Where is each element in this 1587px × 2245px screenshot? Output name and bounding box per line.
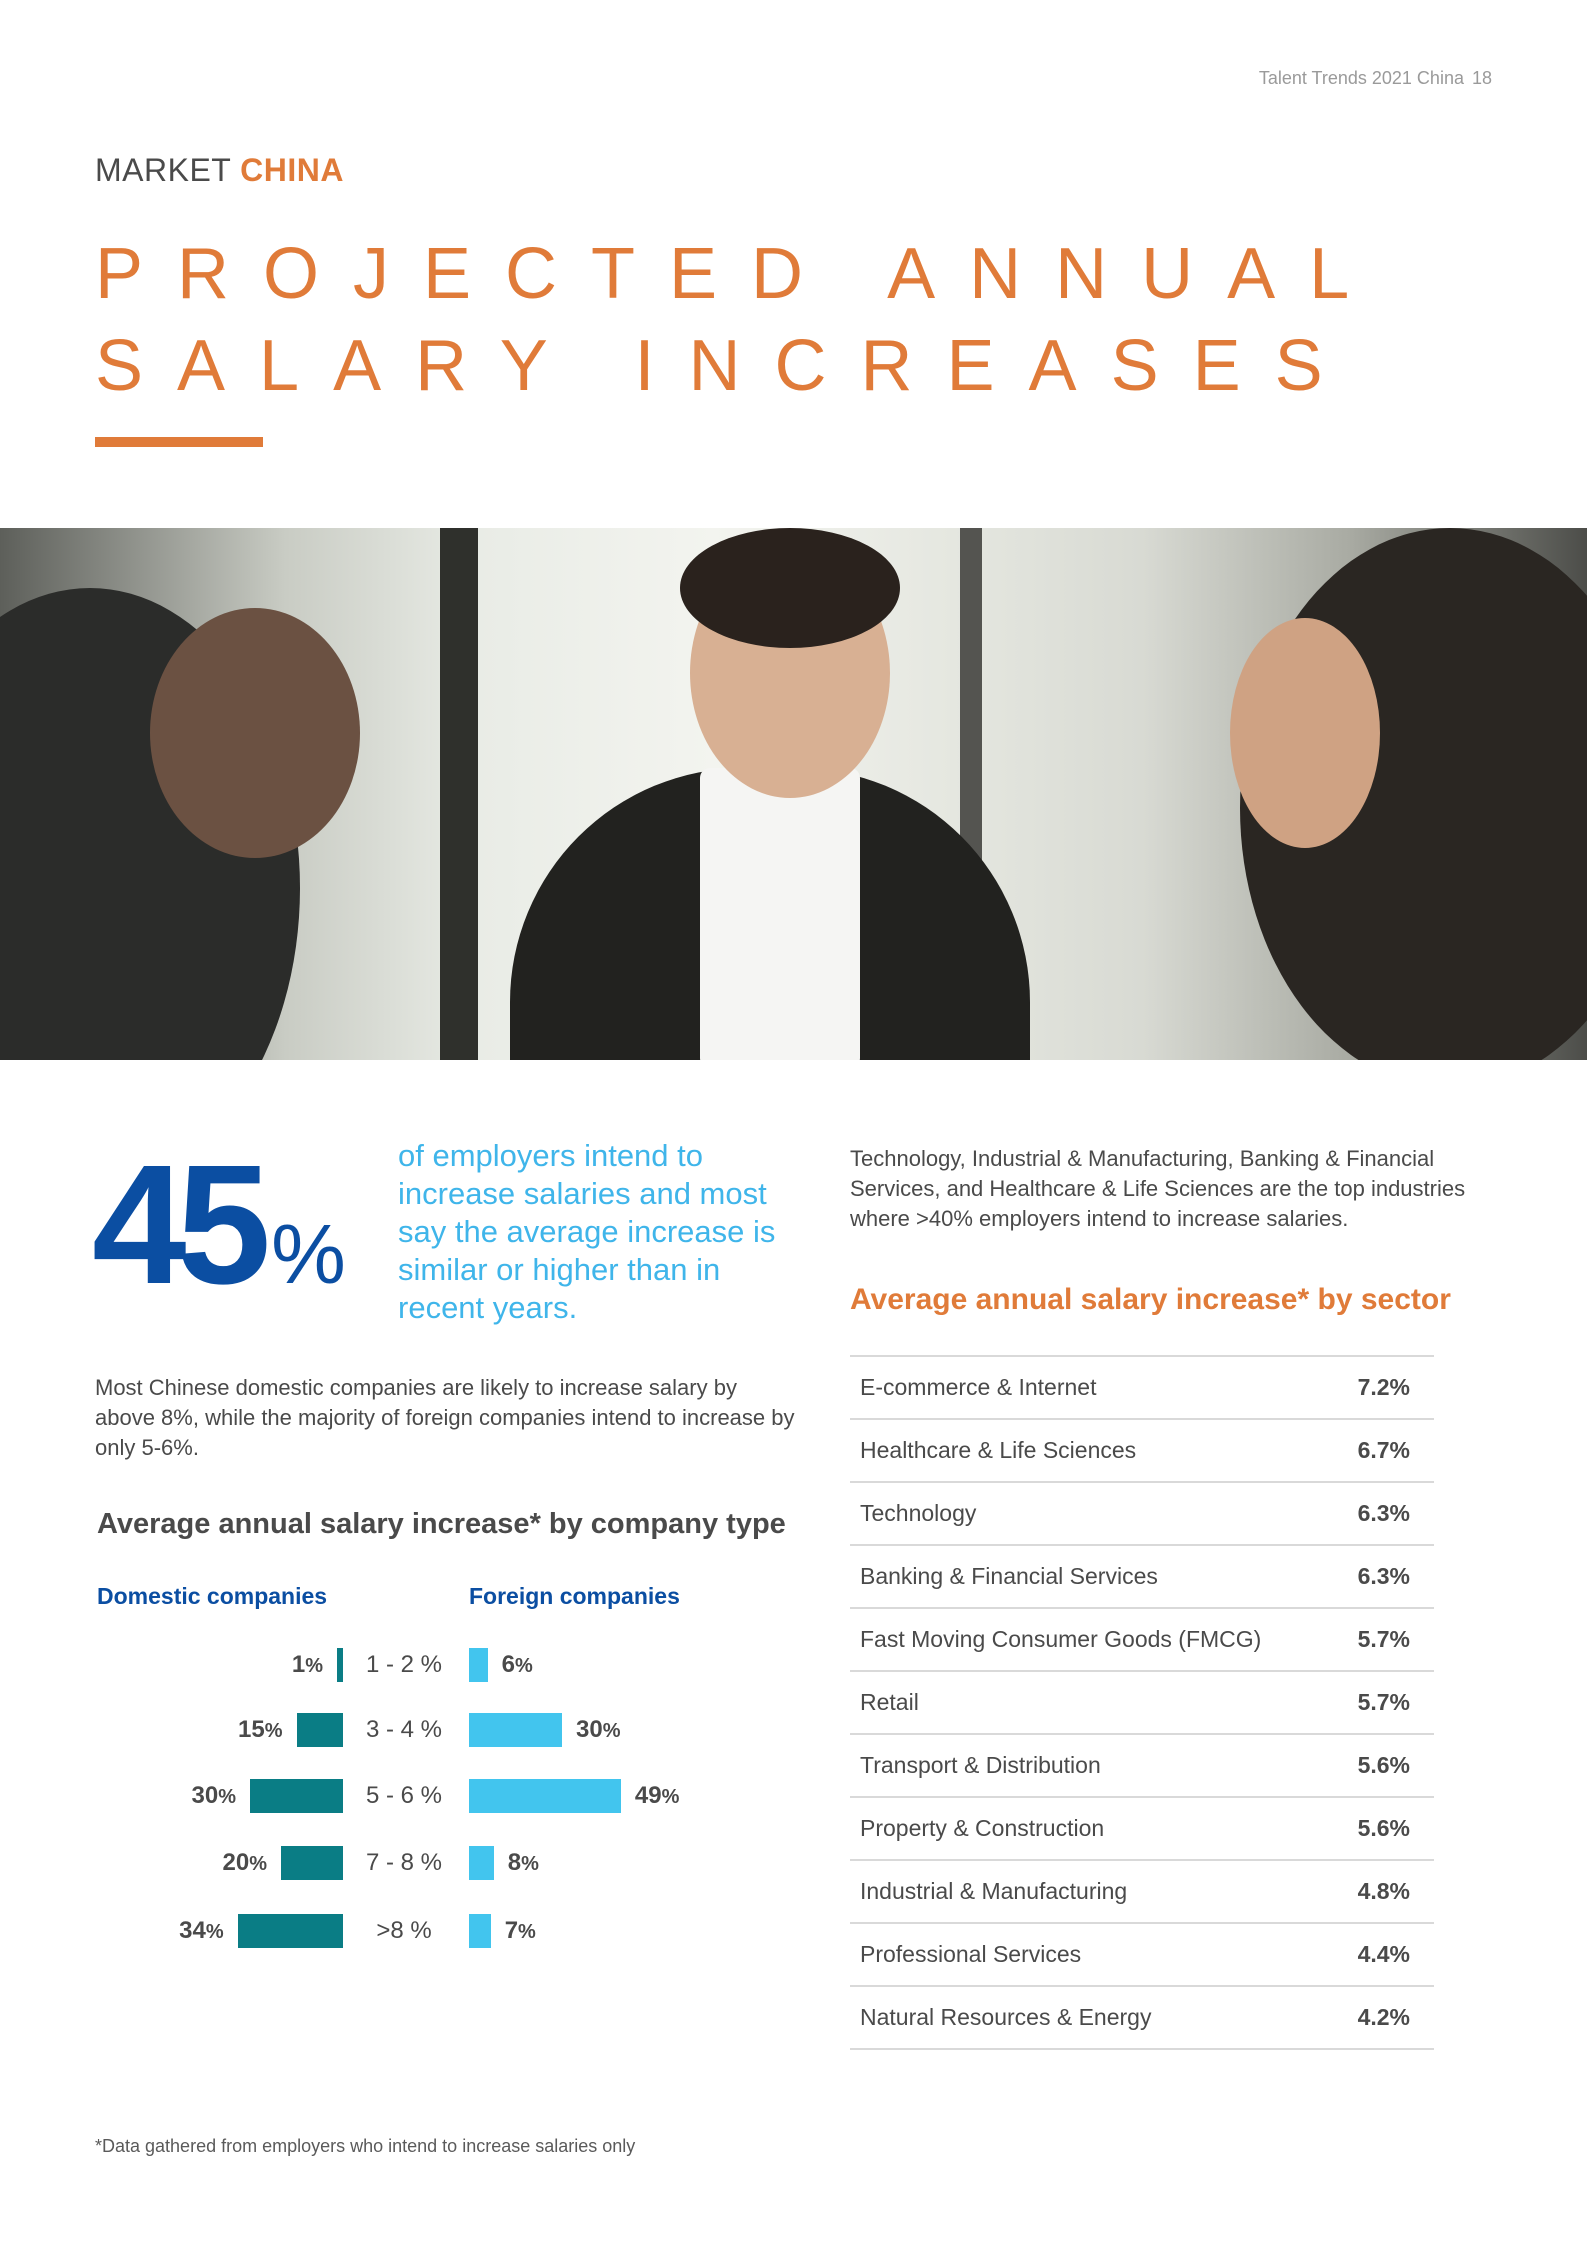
sector-name: Technology <box>850 1482 1310 1545</box>
foreign-value-label: 8% <box>507 1849 539 1876</box>
foreign-bar <box>469 1779 621 1813</box>
sector-table-title: Average annual salary increase* by sector <box>850 1283 1451 1316</box>
foreign-value-label: 6% <box>501 1651 533 1678</box>
hero-photo <box>0 528 1587 1060</box>
sector-name: Banking & Financial Services <box>850 1545 1310 1608</box>
sector-value: 4.2% <box>1310 1986 1434 2049</box>
foreign-bar <box>469 1914 491 1948</box>
sector-value: 5.6% <box>1310 1734 1434 1797</box>
sector-name: Natural Resources & Energy <box>850 1986 1310 2049</box>
foreign-bar <box>469 1846 494 1880</box>
sector-name: Healthcare & Life Sciences <box>850 1419 1310 1482</box>
sector-value: 7.2% <box>1310 1356 1434 1419</box>
sector-name: Retail <box>850 1671 1310 1734</box>
foreign-value-label: 30% <box>576 1716 621 1743</box>
sector-name: Property & Construction <box>850 1797 1310 1860</box>
sector-name: Transport & Distribution <box>850 1734 1310 1797</box>
range-label: 3 - 4 % <box>365 1716 443 1743</box>
range-label: 1 - 2 % <box>365 1651 443 1678</box>
sector-value: 5.6% <box>1310 1797 1434 1860</box>
domestic-value-label: 34% <box>179 1917 224 1944</box>
sector-row <box>850 1734 1434 1797</box>
stat-number-unit: % <box>271 1207 346 1301</box>
domestic-bar <box>297 1713 344 1747</box>
domestic-bar <box>337 1648 343 1682</box>
foreign-value-label: 7% <box>504 1917 536 1944</box>
intro-right-text: Technology, Industrial & Manufacturing, Banking & Financial Services, and Healthcare & Life Sciences are the top industries where >40% employers intend to increase salaries. <box>850 1146 1466 1231</box>
intro-left-text: Most Chinese domestic companies are likely to increase salary by above 8%, while the majority of foreign companies intend to increase by only 5-6%. <box>95 1375 795 1460</box>
sector-value: 5.7% <box>1310 1608 1434 1671</box>
legend-domestic: Domestic companies <box>97 1583 328 1609</box>
domestic-bar <box>238 1914 343 1948</box>
range-label: 5 - 6 % <box>365 1782 443 1809</box>
stat-number <box>92 1130 346 1339</box>
sector-row <box>850 1545 1434 1608</box>
foreign-bar <box>469 1648 488 1682</box>
page-title <box>95 228 1383 412</box>
sector-row <box>850 1860 1434 1923</box>
sector-row <box>850 1419 1434 1482</box>
eyebrow-market: MARKET <box>95 152 231 188</box>
sector-row <box>850 1608 1434 1671</box>
sector-name: Industrial & Manufacturing <box>850 1860 1310 1923</box>
footnote: *Data gathered from employers who intend to increase salaries only <box>95 2136 636 2156</box>
foreign-bar <box>469 1713 562 1747</box>
sector-row <box>850 1356 1434 1419</box>
domestic-value-label: 15% <box>238 1716 283 1743</box>
domestic-bar <box>281 1846 343 1880</box>
domestic-bar <box>250 1779 343 1813</box>
stat-number-value: 45 <box>92 1130 262 1320</box>
sector-row <box>850 1671 1434 1734</box>
sector-value: 6.3% <box>1310 1545 1434 1608</box>
sector-name: Professional Services <box>850 1923 1310 1986</box>
title-underline <box>95 437 263 447</box>
domestic-value-label: 1% <box>291 1651 323 1678</box>
eyebrow-country: CHINA <box>240 152 344 188</box>
range-label: 7 - 8 % <box>365 1849 443 1876</box>
sector-value: 4.8% <box>1310 1860 1434 1923</box>
company-type-chart-title: Average annual salary increase* by company type <box>97 1508 786 1540</box>
sector-row <box>850 1923 1434 1986</box>
sector-value: 4.4% <box>1310 1923 1434 1986</box>
domestic-value-label: 30% <box>191 1782 236 1809</box>
foreign-value-label: 49% <box>634 1782 680 1809</box>
domestic-value-label: 20% <box>222 1849 267 1876</box>
legend-foreign: Foreign companies <box>469 1583 680 1609</box>
sector-value: 6.3% <box>1310 1482 1434 1545</box>
title-line-2: SALARY INCREASES <box>95 326 1357 406</box>
market-eyebrow <box>95 152 344 189</box>
sector-row <box>850 1986 1434 2049</box>
page-number: 18 <box>1471 68 1492 88</box>
range-label: >8 % <box>376 1917 432 1944</box>
sector-name: Fast Moving Consumer Goods (FMCG) <box>850 1608 1310 1671</box>
sector-value: 6.7% <box>1310 1419 1434 1482</box>
page-header <box>1259 68 1492 89</box>
stat-description: of employers intend to increase salaries and most say the average increase is similar or higher than in recent years. <box>398 1138 776 1325</box>
sector-value: 5.7% <box>1310 1671 1434 1734</box>
sector-row <box>850 1797 1434 1860</box>
sector-name: E-commerce & Internet <box>850 1356 1310 1419</box>
sector-table <box>850 1355 1434 2050</box>
title-line-1: PROJECTED ANNUAL <box>95 234 1384 314</box>
sector-row <box>850 1482 1434 1545</box>
report-name: Talent Trends 2021 China <box>1258 68 1464 88</box>
